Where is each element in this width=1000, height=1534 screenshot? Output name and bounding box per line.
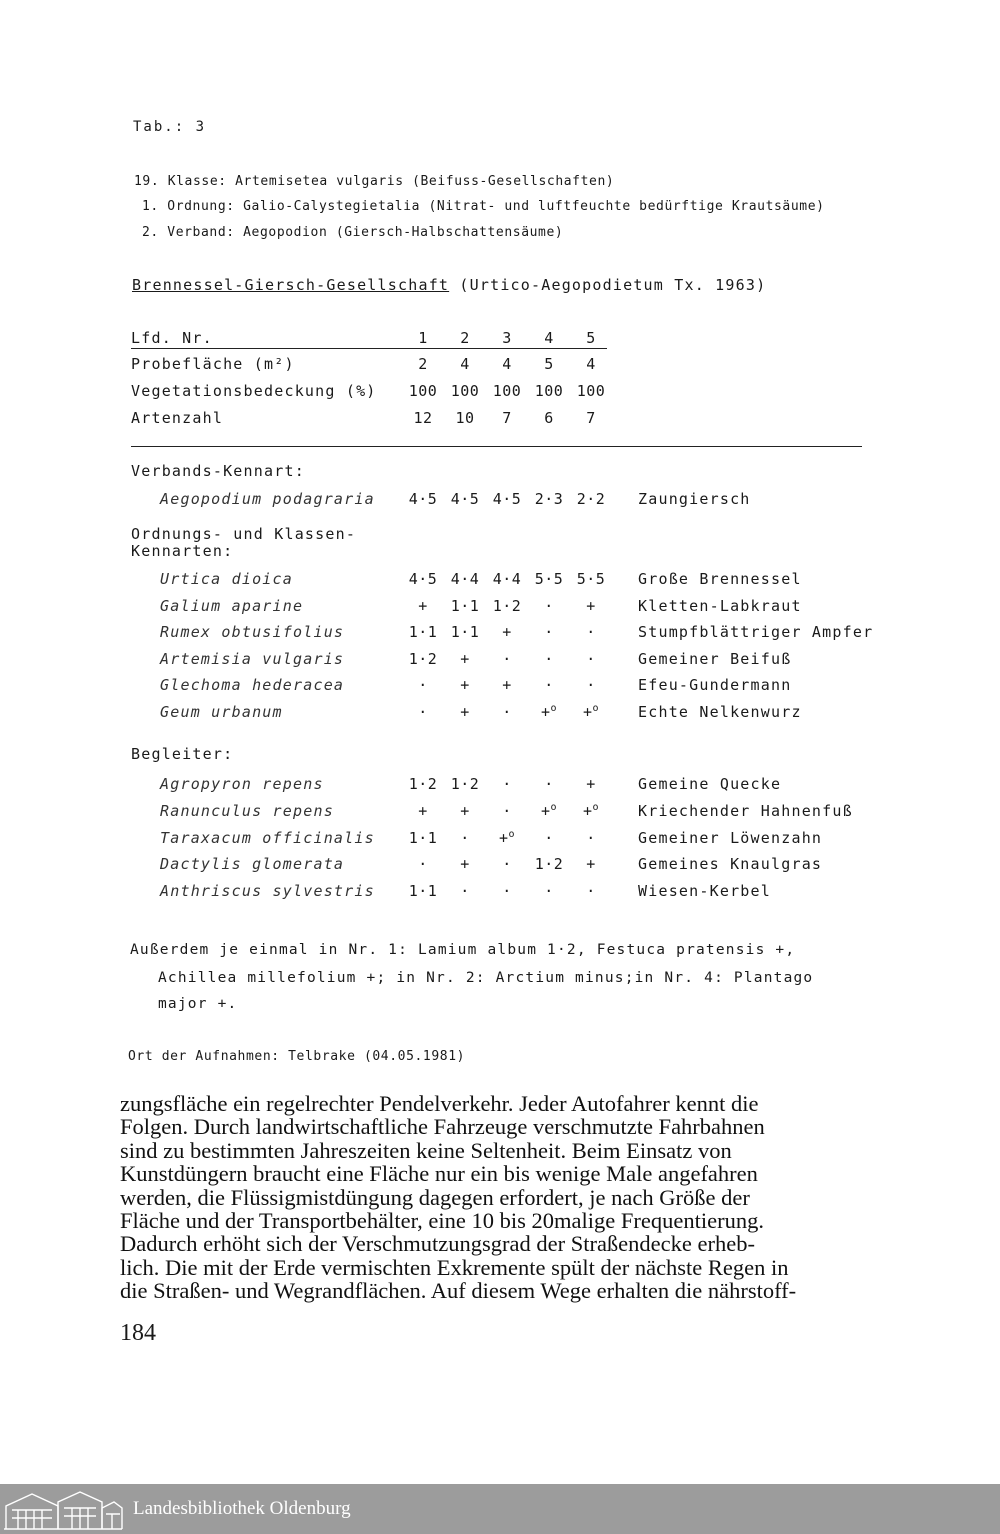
body-text-line: die Straßen- und Wegrandflächen. Auf diesem Wege erhalten die nährstoff- (120, 1278, 797, 1304)
cover-value: · (544, 676, 554, 695)
summary-cell: 100 (534, 382, 564, 400)
cover-value: 1·1 (408, 882, 438, 901)
summary-cell: 4 (460, 355, 470, 373)
cover-value: · (586, 623, 596, 642)
cover-value: 1·2 (492, 596, 522, 615)
order-line: 1. Ordnung: Galio-Calystegietalia (Nitrat- und luftfeuchte bedürftige Krautsäume) (142, 199, 825, 214)
species-common-name: Große Brennessel (638, 570, 802, 588)
species-latin-name: Aegopodium podagraria (160, 490, 375, 508)
cover-value: · (544, 882, 554, 901)
summary-cell: 1 (418, 329, 428, 347)
cover-value: · (502, 801, 512, 820)
cover-value: +$^o$ (582, 703, 600, 721)
cover-value: 1·1 (450, 623, 480, 642)
cover-value: 4·5 (408, 570, 438, 588)
cover-value: · (502, 649, 512, 668)
cover-value: +$^o$ (540, 801, 558, 820)
body-text-line: zungsfläche ein regelrechter Pendelverkehr. Jeder Autofahrer kennt die (120, 1091, 759, 1116)
species-common-name: Gemeiner Beifuß (638, 649, 792, 668)
species-latin-name: Taraxacum officinalis (160, 828, 375, 847)
cover-value: 1·1 (408, 828, 438, 847)
cover-value: 4·5 (492, 490, 522, 508)
cover-value: + (460, 649, 470, 668)
community-subtitle: (Urtico-Aegopodietum Tx. 1963) (459, 276, 767, 294)
cover-value: · (460, 828, 470, 847)
cover-value: · (544, 649, 554, 668)
species-latin-name: Ranunculus repens (160, 801, 334, 820)
body-text-line: Kunstdüngern braucht eine Fläche nur ein bis wenige Male angefahren (120, 1161, 758, 1187)
cover-value: 2·3 (534, 490, 564, 508)
species-common-name: Gemeine Quecke (638, 775, 782, 793)
cover-value: · (460, 882, 470, 901)
cover-value: + (460, 801, 470, 820)
cover-value: · (502, 882, 512, 901)
verband-heading: Verbands-Kennart: (131, 462, 305, 480)
species-latin-name: Urtica dioica (160, 570, 293, 588)
cover-value: · (418, 855, 428, 874)
notes-line-1: Außerdem je einmal in Nr. 1: Lamium album 1·2, Festuca pratensis +, (130, 942, 796, 958)
cover-value: 1·2 (408, 649, 438, 668)
cover-value: +$^o$ (582, 801, 600, 820)
location-line: Ort der Aufnahmen: Telbrake (04.05.1981) (128, 1049, 466, 1064)
species-latin-name: Galium aparine (160, 596, 304, 615)
cover-value: + (460, 676, 470, 695)
cover-value: + (418, 801, 428, 820)
body-text-line: Dadurch erhöht sich der Verschmutzungsgrad der Straßendecke erheb- (120, 1231, 755, 1257)
cover-value: 1·2 (450, 775, 480, 793)
species-latin-name: Dactylis glomerata (160, 855, 345, 874)
summary-cell: 100 (492, 382, 522, 400)
summary-cell: 12 (413, 409, 433, 427)
cover-value: + (586, 596, 596, 615)
notes-line-3: major +. (158, 996, 238, 1012)
summary-cell: 4 (502, 355, 512, 373)
footer-bar (0, 1484, 1000, 1534)
summary-label: Artenzahl (131, 409, 224, 427)
species-common-name: Echte Nelkenwurz (638, 703, 802, 721)
cover-value: 5·5 (534, 570, 564, 588)
summary-cell: 2 (460, 329, 470, 347)
cover-value: +$^o$ (540, 703, 558, 721)
summary-cell: 4 (544, 329, 554, 347)
table-title (132, 276, 766, 294)
ordnung-heading-1: Ordnungs- und Klassen- (131, 525, 357, 543)
summary-cell: 5 (586, 329, 596, 347)
alliance-line: 2. Verband: Aegopodion (Giersch-Halbschattensäume) (142, 225, 564, 240)
summary-cell: 5 (544, 355, 554, 373)
cover-value: · (544, 596, 554, 615)
cover-value: + (586, 855, 596, 874)
class-line: 19. Klasse: Artemisetea vulgaris (Beifuss-Gesellschaften) (134, 174, 615, 189)
section-divider (131, 446, 862, 447)
cover-value: · (502, 775, 512, 793)
cover-value: 1·2 (408, 775, 438, 793)
cover-value: + (502, 676, 512, 695)
cover-value: + (418, 596, 428, 615)
summary-cell: 2 (418, 355, 428, 373)
cover-value: 5·5 (576, 570, 606, 588)
cover-value: · (502, 703, 512, 721)
summary-cell: 7 (502, 409, 512, 427)
summary-cell: 3 (502, 329, 512, 347)
cover-value: 4·5 (450, 490, 480, 508)
species-common-name: Gemeiner Löwenzahn (638, 828, 823, 847)
cover-value: 4·4 (450, 570, 480, 588)
cover-value: · (586, 882, 596, 901)
library-building-icon (2, 1488, 124, 1530)
notes-line-2: Achillea millefolium +; in Nr. 2: Arctium minus;in Nr. 4: Plantago (158, 970, 814, 986)
species-common-name: Efeu-Gundermann (638, 676, 792, 695)
summary-cell: 10 (455, 409, 475, 427)
species-common-name: Stumpfblättriger Ampfer (638, 623, 874, 642)
summary-cell: 100 (576, 382, 606, 400)
cover-value: · (544, 623, 554, 642)
table-label: Tab.: 3 (133, 119, 207, 135)
cover-value: · (586, 649, 596, 668)
species-common-name: Wiesen-Kerbel (638, 882, 771, 901)
body-text-line: werden, die Flüssigmistdüngung dagegen erfordert, je nach Größe der (120, 1184, 750, 1210)
cover-value: 1·1 (450, 596, 480, 615)
cover-value: · (418, 703, 428, 721)
species-common-name: Kriechender Hahnenfuß (638, 801, 853, 820)
cover-value: 1·2 (534, 855, 564, 874)
cover-value: 1·1 (408, 623, 438, 642)
page-number: 184 (120, 1320, 156, 1346)
species-latin-name: Anthriscus sylvestris (160, 882, 375, 901)
species-common-name: Kletten-Labkraut (638, 596, 802, 615)
cover-value: + (460, 703, 470, 721)
summary-cell: 100 (408, 382, 438, 400)
cover-value: 4·5 (408, 490, 438, 508)
summary-cell: 6 (544, 409, 554, 427)
summary-cell: 7 (586, 409, 596, 427)
cover-value: 2·2 (576, 490, 606, 508)
cover-value: 4·4 (492, 570, 522, 588)
cover-value: + (586, 775, 596, 793)
cover-value: · (544, 775, 554, 793)
species-latin-name: Geum urbanum (160, 703, 283, 721)
summary-cell: 4 (586, 355, 596, 373)
body-text-line: sind zu bestimmten Jahreszeiten keine Seltenheit. Beim Einsatz von (120, 1137, 732, 1163)
summary-cell: 100 (450, 382, 480, 400)
library-name: Landesbibliothek Oldenburg (133, 1498, 351, 1519)
species-latin-name: Rumex obtusifolius (160, 623, 345, 642)
cover-value: · (418, 676, 428, 695)
cover-value: · (586, 676, 596, 695)
body-text-line: lich. Die mit der Erde vermischten Exkremente spült der nächste Regen in (120, 1254, 789, 1280)
ordnung-heading-2: Kennarten: (131, 542, 234, 560)
body-text-line: Folgen. Durch landwirtschaftliche Fahrzeuge verschmutzte Fahrbahnen (120, 1114, 765, 1140)
header-underline (131, 348, 607, 349)
cover-value: + (502, 623, 512, 642)
species-common-name: Zaungiersch (638, 490, 751, 508)
summary-label: Probefläche (m²) (131, 355, 295, 373)
summary-label: Vegetationsbedeckung (%) (131, 382, 377, 400)
cover-value: + (460, 855, 470, 874)
community-name: Brennessel-Giersch-Gesellschaft (132, 276, 450, 294)
species-latin-name: Agropyron repens (160, 775, 324, 793)
cover-value: · (502, 855, 512, 874)
species-common-name: Gemeines Knaulgras (638, 855, 823, 874)
body-text-line: Fläche und der Transportbehälter, eine 10 bis 20malige Frequentierung. (120, 1208, 764, 1233)
cover-value: +$^o$ (498, 828, 516, 847)
cover-value: · (586, 828, 596, 847)
species-latin-name: Artemisia vulgaris (160, 649, 345, 668)
cover-value: · (544, 828, 554, 847)
summary-label: Lfd. Nr. (131, 329, 213, 347)
begleiter-heading: Begleiter: (131, 745, 234, 763)
species-latin-name: Glechoma hederacea (160, 676, 345, 695)
